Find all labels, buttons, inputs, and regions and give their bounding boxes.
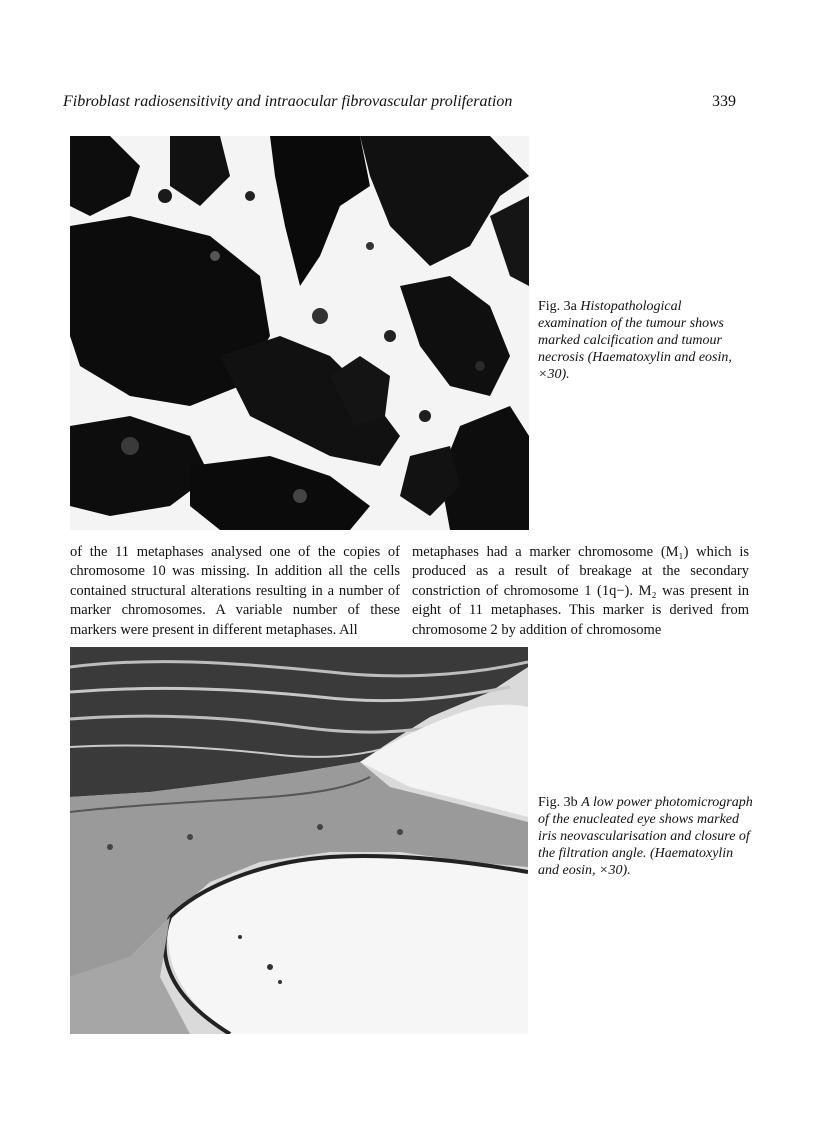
figure-3b-eye-micrograph xyxy=(70,647,528,1034)
figure-3a-caption-text: Histopathological examination of the tumour shows marked calcification and tumour necrosis (Haematoxylin and eosin, ×30). xyxy=(538,299,732,382)
iris-neovascularisation-micrograph xyxy=(70,647,528,1034)
calcification-micrograph xyxy=(70,136,529,530)
page-number: 339 xyxy=(712,93,736,110)
figure-3a-histology-image xyxy=(70,136,529,530)
figure-3a-caption xyxy=(538,298,748,383)
figure-3b-caption xyxy=(538,794,753,879)
figure-3a-label: Fig. 3a xyxy=(538,299,577,314)
body-text-left-column: of the 11 metaphases analysed one of the copies of chromosome 10 was missing. In addition all the cells contained structural alterations resulting in a number of marker chromosomes. A variable number of these markers were present in different metaphases. All xyxy=(70,544,400,638)
body-text-right-column: metaphases had a marker chromosome (M₁) which is produced as a result of breakage at the secondary constriction of chromosome 1 (1q−). M₂ was present in eight of 11 metaphases. This marker is derived from chromosome 2 by addition of chromosome xyxy=(412,544,749,638)
figure-3b-label: Fig. 3b xyxy=(538,795,578,810)
running-title: Fibroblast radiosensitivity and intraocular fibrovascular proliferation xyxy=(63,93,513,110)
figure-3b-caption-text: A low power photomicrograph of the enucleated eye shows marked iris neovascularisation and closure of the filtration angle. (Haematoxylin and eosin, ×30). xyxy=(538,795,753,878)
